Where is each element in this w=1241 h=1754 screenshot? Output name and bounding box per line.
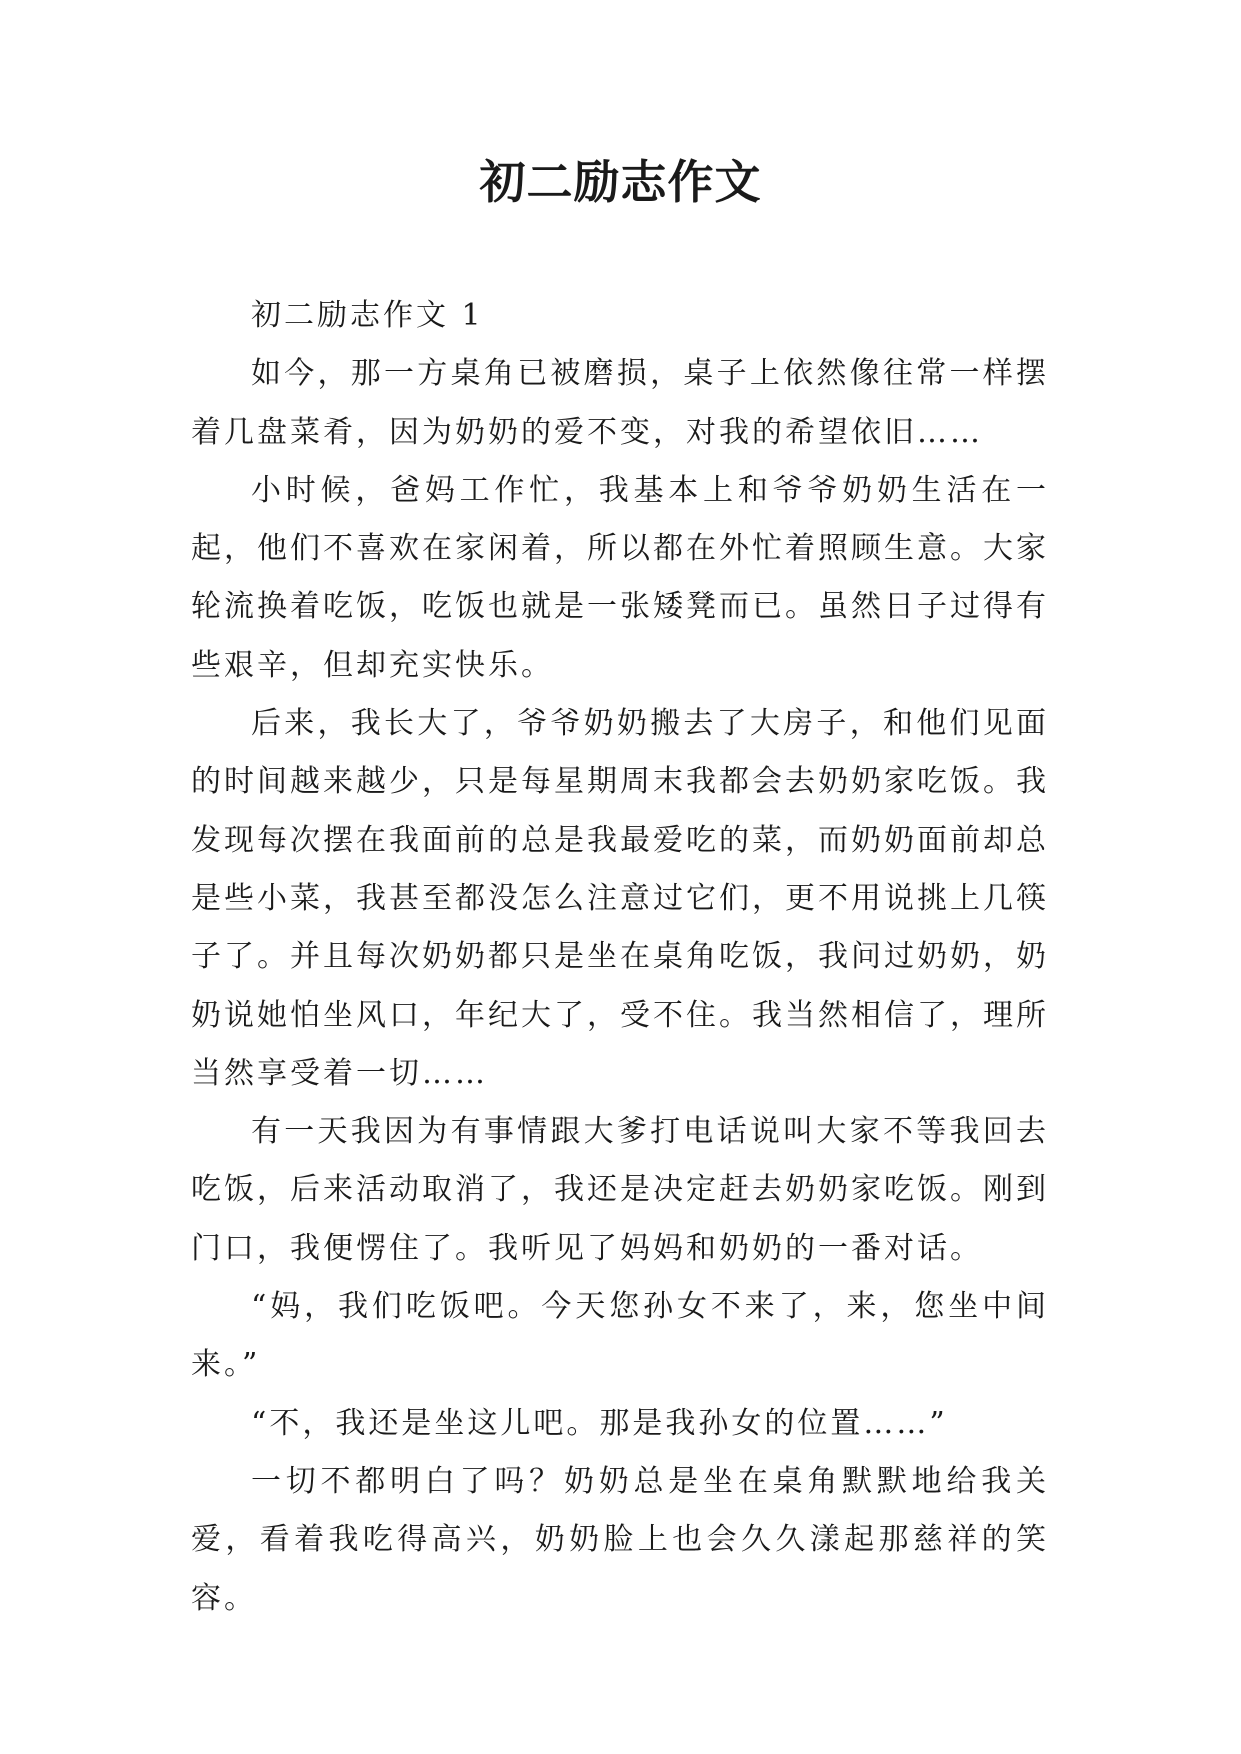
paragraph: “不，我还是坐这儿吧。那是我孙女的位置……” bbox=[251, 1405, 948, 1441]
section-heading: 初二励志作文 1 bbox=[251, 298, 484, 333]
paragraph: 一切不都明白了吗？奶奶总是坐在桌角默默地给我关爱，看着我吃得高兴，奶奶脸上也会久久漾起那慈祥的笑容。 bbox=[191, 1463, 1049, 1616]
paragraph: 如今，那一方桌角已被磨损，桌子上依然像往常一样摆着几盘菜肴，因为奶奶的爱不变，对我的希望依旧…… bbox=[191, 356, 1049, 450]
document-body bbox=[191, 287, 1049, 1628]
paragraph: 有一天我因为有事情跟大爹打电话说叫大家不等我回去吃饭，后来活动取消了，我还是决定赶去奶奶家吃饭。刚到门口，我便愣住了。我听见了妈妈和奶奶的一番对话。 bbox=[191, 1114, 1049, 1266]
paragraph: 后来，我长大了，爷爷奶奶搬去了大房子，和他们见面的时间越来越少，只是每星期周末我都会去奶奶家吃饭。我发现每次摆在我面前的总是我最爱吃的菜，而奶奶面前却总是些小菜，我甚至都没怎么注意过它们，更不用说挑上几筷子了。并且每次奶奶都只是坐在桌角吃饭，我问过奶奶，奶奶说她怕坐风口，年纪大了，受不住。我当然相信了，理所当然享受着一切…… bbox=[191, 706, 1049, 1091]
paragraph: 小时候，爸妈工作忙，我基本上和爷爷奶奶生活在一起，他们不喜欢在家闲着，所以都在外忙着照顾生意。大家轮流换着吃饭，吃饭也就是一张矮凳而已。虽然日子过得有些艰辛，但却充实快乐。 bbox=[191, 472, 1049, 683]
paragraph: “妈，我们吃饭吧。今天您孙女不来了，来，您坐中间来。” bbox=[191, 1289, 1049, 1383]
document-title: 初二励志作文 bbox=[479, 155, 762, 209]
